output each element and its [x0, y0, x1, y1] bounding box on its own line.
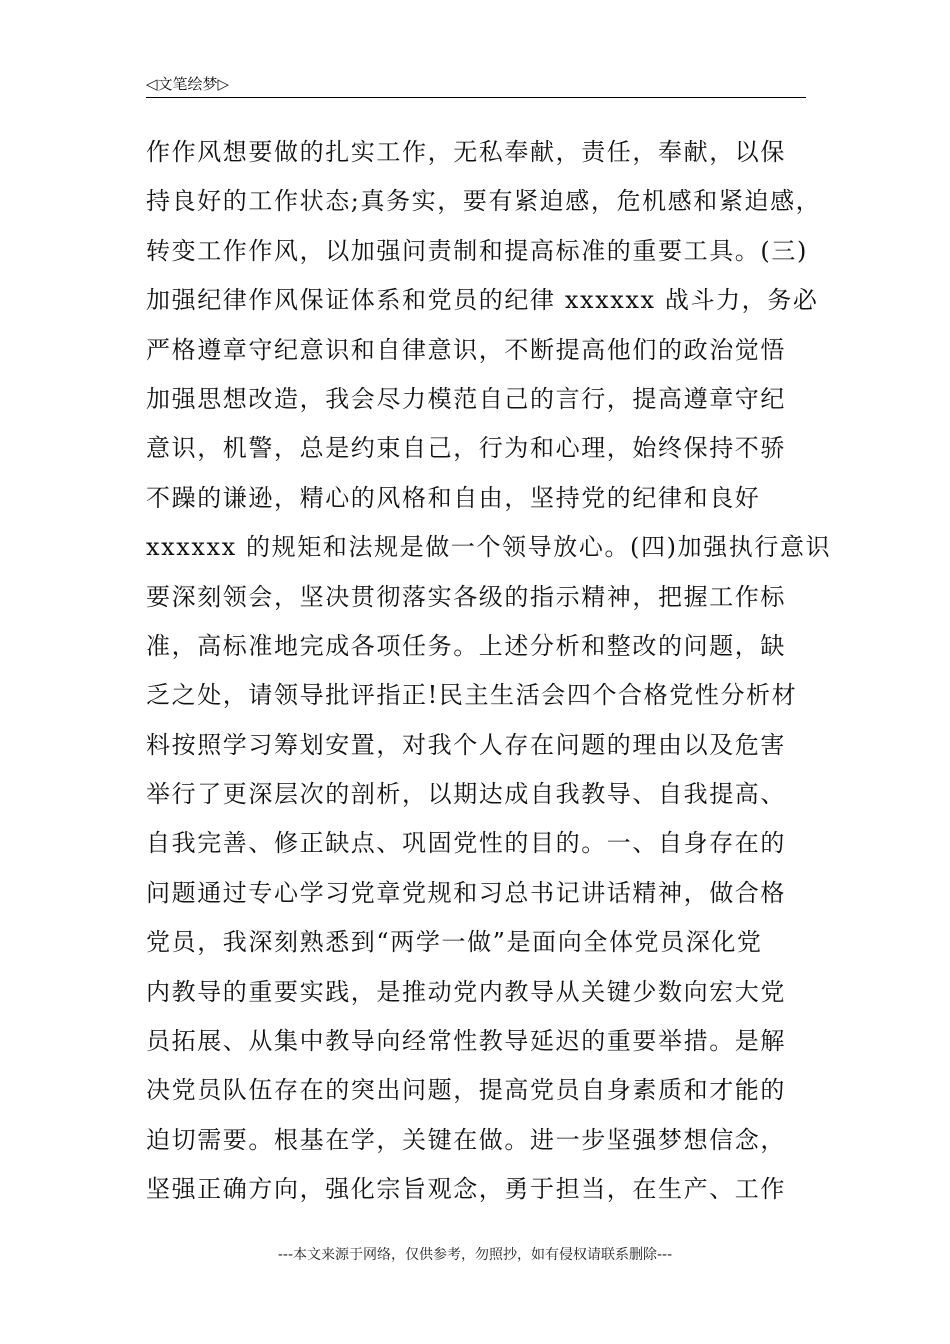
text-line: 坚强正确方向，强化宗旨观念，勇于担当，在生产、工作 — [146, 1175, 786, 1204]
text-line: 乏之处，请领导批评指正!民主生活会四个合格党性分析材 — [146, 681, 798, 710]
text-line: 准，高标准地完成各项任务。上述分析和整改的问题，缺 — [146, 631, 786, 660]
text-line: 党员，我深刻熟悉到“两学一做”是面向全体党员深化党 — [146, 928, 763, 957]
text-line: 问题通过专心学习党章党规和习总书记讲话精神，做合格 — [146, 878, 786, 907]
text-line: 员拓展、从集中教导向经常性教导延迟的重要举措。是解 — [146, 1027, 786, 1056]
text-line: 加强纪律作风保证体系和党员的纪律 xxxxxx 战斗力，务必 — [146, 286, 819, 315]
text-line: 严格遵章守纪意识和自律意识，不断提高他们的政治觉悟 — [146, 335, 786, 364]
text-line: 自我完善、修正缺点、巩固党性的目的。一、自身存在的 — [146, 829, 786, 858]
text-line: 作作风想要做的扎实工作，无私奉献，责任，奉献，以保 — [146, 138, 786, 166]
text-line: 加强思想改造，我会尽力模范自己的言行，提高遵章守纪 — [146, 384, 786, 413]
header-divider — [146, 97, 806, 98]
footer-notice: ---本文来源于网络，仅供参考，勿照抄，如有侵权请联系删除--- — [277, 1247, 673, 1263]
text-line: 意识，机警，总是约束自己，行为和心理，始终保持不骄 — [146, 434, 786, 463]
header-mark: ◁文笔绘梦▷ — [146, 75, 230, 93]
text-line: 迫切需要。根基在学，关键在做。进一步坚强梦想信念， — [146, 1125, 786, 1154]
text-line: 要深刻领会，坚决贯彻落实各级的指示精神，把握工作标 — [146, 582, 786, 611]
body-text — [146, 128, 832, 1215]
text-line: 料按照学习筹划安置，对我个人存在问题的理由以及危害 — [146, 730, 786, 759]
text-line: 内教导的重要实践，是推动党内教导从关键少数向宏大党 — [146, 977, 786, 1006]
text-line: 决党员队伍存在的突出问题，提高党员自身素质和才能的 — [146, 1076, 786, 1105]
text-line: 不躁的谦逊，精心的风格和自由，坚持党的纪律和良好 — [146, 483, 761, 512]
text-line: 持良好的工作状态;真务实，要有紧迫感，危机感和紧迫感， — [146, 187, 822, 216]
text-line: 转变工作作风，以加强问责制和提高标准的重要工具。(三) — [146, 236, 808, 265]
page-header — [146, 74, 806, 98]
text-line: 举行了更深层次的剖析，以期达成自我教导、自我提高、 — [146, 780, 786, 809]
text-line: xxxxxx 的规矩和法规是做一个领导放心。(四)加强执行意识 — [146, 533, 832, 562]
